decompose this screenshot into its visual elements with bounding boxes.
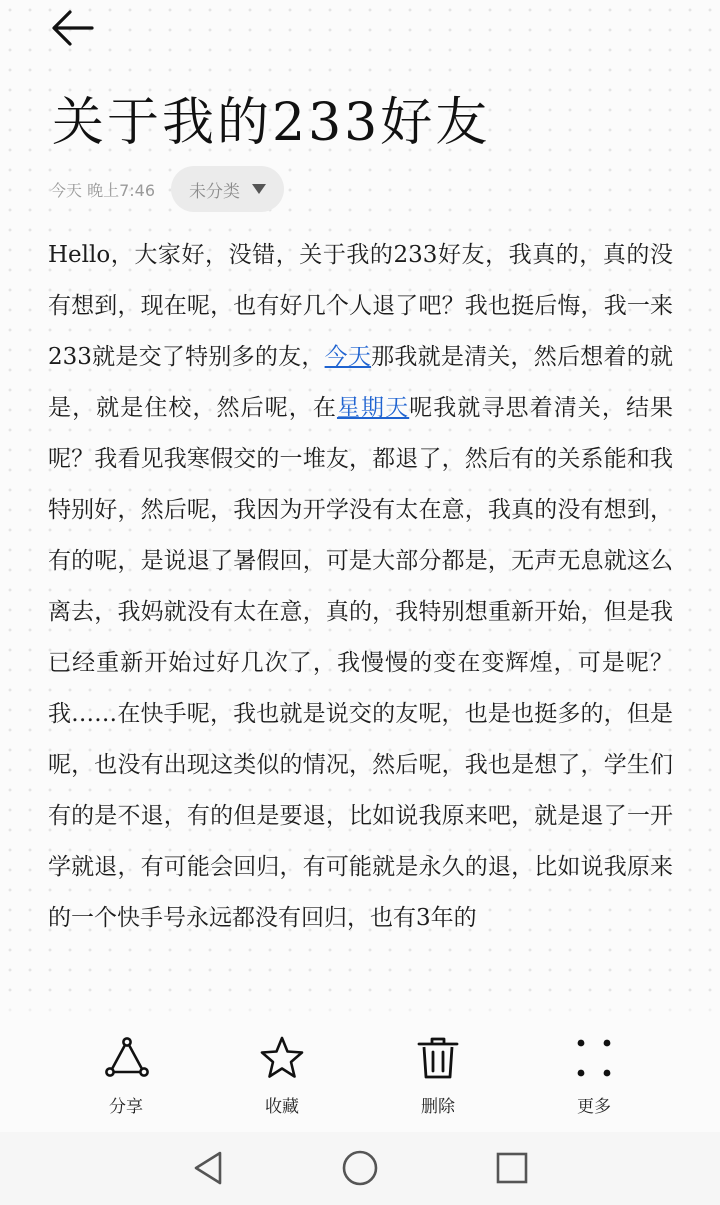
share-button[interactable] xyxy=(71,1034,181,1117)
nav-back-button[interactable] xyxy=(186,1146,230,1190)
more-button[interactable] xyxy=(539,1034,649,1117)
delete-button[interactable] xyxy=(383,1034,493,1117)
trash-icon xyxy=(414,1034,462,1082)
date-link-sunday[interactable]: 星期天 xyxy=(336,395,410,421)
note-meta xyxy=(50,166,284,212)
note-timestamp: 今天 晚上7:46 xyxy=(50,180,156,200)
system-nav-bar xyxy=(0,1132,720,1205)
category-dropdown[interactable] xyxy=(171,166,284,212)
favorite-button[interactable] xyxy=(227,1034,337,1117)
back-button[interactable] xyxy=(50,8,96,48)
bottom-toolbar xyxy=(0,1016,720,1132)
square-recents-icon xyxy=(492,1148,532,1188)
caret-down-icon xyxy=(252,184,266,194)
star-icon xyxy=(258,1034,306,1082)
more-label: 更多 xyxy=(577,1097,611,1117)
share-label: 分享 xyxy=(109,1097,143,1117)
note-title[interactable]: 关于我的233好友 xyxy=(52,93,491,153)
category-label: 未分类 xyxy=(189,181,241,202)
more-dots-icon xyxy=(570,1034,618,1082)
body-text: 呢我就寻思着清关，结果呢？我看见我寒假交的一堆友，都退了，然后有的关系能和我特别好，然后呢，我因为开学没有太在意，我真的没有想到，有的呢，是说退了暑假回，可是大部分都是，无声无息就这么离去，我妈就没有太在意，真的，我特别想重新开始，但是我已经重新开始过好几次了，我慢慢的变在变辉煌，可是呢？我……在快手呢，我也就是说交的友呢，也是也挺多的，但是呢，也没有出现这类似的情况，然后呢，我也是想了，学生们有的是不退，有的但是要退，比如说我原来吧，就是退了一开学就退，有可能会回归，有可能就是永久的退，比如说我原来的一个快手号永远都没有回归，也有3年的 xyxy=(48,395,673,931)
nav-home-button[interactable] xyxy=(338,1146,382,1190)
body-text: 那我就是清关，然后想着的就是，就是住校，然后呢，在 xyxy=(48,344,673,421)
delete-label: 删除 xyxy=(421,1097,455,1117)
back-arrow-icon xyxy=(50,8,94,48)
date-link-today[interactable]: 今天 xyxy=(324,344,372,370)
share-icon xyxy=(102,1034,150,1082)
triangle-back-icon xyxy=(188,1148,228,1188)
note-body[interactable] xyxy=(48,230,673,1016)
body-text: Hello，大家好，没错，关于我的233好友，我真的，真的没有想到，现在呢，也有好几个人退了吧？我也挺后悔，我一来233就是交了特别多的友， xyxy=(48,242,673,370)
favorite-label: 收藏 xyxy=(265,1097,299,1117)
nav-recents-button[interactable] xyxy=(490,1146,534,1190)
circle-home-icon xyxy=(340,1148,380,1188)
